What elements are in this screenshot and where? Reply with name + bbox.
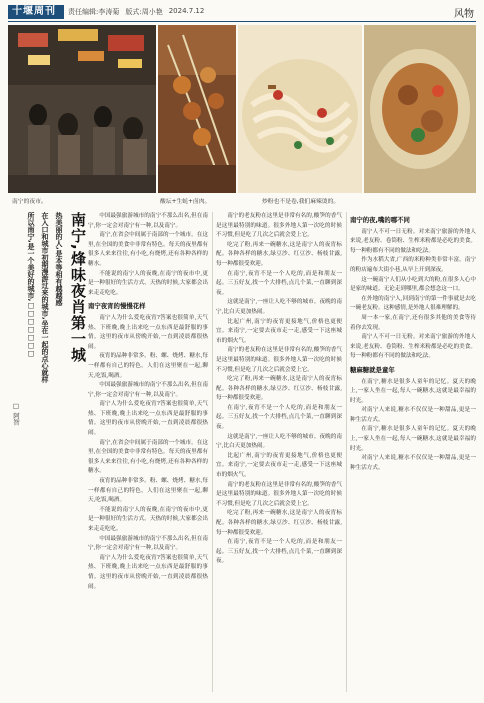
skewer-food-photo — [158, 25, 236, 193]
headline-deck-1: 热美丽的人,是本等相有越越感 — [55, 212, 63, 306]
body-column-1 — [88, 212, 208, 692]
paragraph: 南宁人不可一日无粉。对来南宁旅游的外地人来说,老友粉、卷筒粉、生榨米粉都是必吃的美食。每一种粉都有不同的做法和吃法。 — [350, 228, 476, 254]
paragraph: 夜宵的品种非常多。粉、螺、烧烤、糖水,每一样都有自己的特色。人们在这里聚在一起,聊天,吃饭,喝酒。 — [88, 353, 208, 379]
masthead-title: 十堰周刊 — [12, 6, 56, 17]
paragraph: 吃完了粉,再来一碗糖水,这是南宁人的夜宵标配。各种各样的糖水,绿豆沙、红豆沙、杨枝甘露,每一种都很受欢迎。 — [216, 376, 342, 402]
noodles-photo — [238, 25, 362, 193]
paragraph: 在南宁,夜宵不是一个人吃的,而是和朋友一起。三五好友,找一个大排档,点几个菜,一直聊到深夜。 — [216, 270, 342, 296]
paragraph: 南宁的老友粉在这里是非常有名的,酸笋的香气是这里最特别的味道。很多外地人第一次吃的时候不习惯,但是吃了几次之后就会爱上它。 — [216, 481, 342, 507]
paragraph: 在南宁,夜宵不是一个人吃的,而是和朋友一起。三五好友,找一个大排档,点几个菜,一直聊到深夜。 — [216, 404, 342, 431]
paragraph: 不能说的南宁人的夜晚,在南宁的夜市中,更是一种很好的生活方式。天热的时候,大家都会出来走走吃吃。 — [88, 506, 208, 532]
paragraph: 南宁人为什么爱吃夜宵?答案也很简单,天气热、下班晚,晚上出来吃一点东西是最舒服的事情。这里的夜市从傍晚开始,一直到凌晨都很热闹。 — [88, 554, 208, 590]
paragraph: 南宁的老友粉在这里是非常有名的,酸笋的香气是这里最特别的味道。很多外地人第一次吃的时候不习惯,但是吃了几次之后就会爱上它。 — [216, 347, 342, 373]
paragraph: 作为水稻大省,广西的米粉种类非常丰富。南宁的粉店遍布大街小巷,从早上开到深夜。 — [350, 257, 476, 273]
paragraph: 南宁人为什么爱吃夜宵?答案也很简单,天气热、下班晚,晚上出来吃一点东西是最舒服的事情。这里的夜市从傍晚开始,一直到凌晨都很热闹。 — [88, 314, 208, 350]
caption-skewers: 酸坛+生蚝+卤肉。 — [160, 199, 211, 205]
paragraph: 吃完了粉,再来一碗糖水,这是南宁人的夜宵标配。各种各样的糖水,绿豆沙、红豆沙、杨枝甘露,每一种都很受欢迎。 — [216, 510, 342, 536]
paragraph: 对南宁人来说,糖水不仅仅是一种甜品,更是一种生活方式。 — [350, 455, 476, 471]
section-heading: 南宁的夜,嘴的哪不同 — [350, 216, 410, 224]
paragraph: 南宁,在省会中间属于南部的一个城市。在这里,在全国的美食中非常有特色。每天的夜里都有很多人来来往往,有小吃,有烧烤,还有各种各样的糖水。 — [88, 232, 208, 267]
paragraph: 比起广州,南宁的夜宵更接地气,价格也更便宜。来南宁,一定要去夜市走一走,感受一下这座城市的烟火气。 — [216, 318, 342, 344]
paragraph: 夜宵的品种非常多。粉、螺、烧烤、糖水,每一样都有自己的特色。人们在这里聚在一起,聊天,吃饭,喝酒。 — [88, 478, 208, 504]
headline-deck-2: 在入口和城市初期漫游过来的城市,坐在一起的点心就样 — [41, 212, 49, 383]
designer-credit: 版式:周小艳 — [125, 8, 163, 16]
byline: □ 阿智 — [12, 402, 20, 426]
masthead — [8, 5, 64, 19]
paragraph: 在外地的南宁人,回到南宁的第一件事就是去吃一碗老友粉。这种感情,是外地人很难理解的。 — [350, 295, 476, 312]
section-name: 风物 — [454, 9, 474, 20]
paragraph: 中国最强旅游城市的南宁不那么出名,但在南宁,你一定会对南宁有一种,以及南宁。 — [88, 535, 208, 552]
paragraph: 比起广州,南宁的夜宵更接地气,价格也更便宜。来南宁,一定要去夜市走一走,感受一下这座城市的烟火气。 — [216, 452, 342, 479]
body-column-2 — [216, 212, 342, 692]
paragraph: 这就是南宁,一座让人吃不够的城市。夜晚的南宁,比白天更加热闹。 — [216, 433, 342, 450]
dish-photo — [364, 25, 476, 193]
headline-title: 南宁,烽味夜肖第一城 — [69, 212, 87, 363]
headline-deck-3: 所以南宁,是一个美好的城市,□□□□□□□ — [27, 212, 35, 358]
paragraph: 南宁的老友粉在这里是非常有名的,酸笋的香气是这里最特别的味道。很多外地人第一次吃的时候不习惯,但是吃了几次之后就会爱上它。 — [216, 213, 342, 239]
column-divider — [212, 212, 213, 692]
paragraph: 中国最强旅游城市的南宁不那么出名,但在南宁,你一定会对南宁有一种,以及南宁。 — [88, 213, 208, 229]
paragraph: 在南宁,糖水是很多人童年的记忆。夏天的晚上,一家人坐在一起,每人一碗糖水,这就是最幸福的时光。 — [350, 426, 476, 452]
paragraph: 中国最强旅游城市的南宁不那么出名,但在南宁,你一定会对南宁有一种,以及南宁。 — [88, 382, 208, 398]
issue-date: 2024.7.12 — [168, 7, 205, 15]
paragraph: 不能说的南宁人的夜晚,在南宁的夜市中,更是一种很好的生活方式。天热的时候,大家都会出来走走吃吃。 — [88, 270, 208, 296]
paragraph: 在南宁,糖水是很多人童年的记忆。夏天的晚上,一家人坐在一起,每人一碗糖水,这就是最幸福的时光。 — [350, 378, 476, 404]
night-market-photo — [8, 25, 156, 193]
paragraph: 周一本一家,在南宁,还有很多其他的美食等待着你去发现。 — [350, 314, 476, 331]
section-heading: 南宁夜宵的慢慢花样 — [88, 302, 146, 311]
header-rule — [8, 21, 476, 22]
paragraph: 南宁人不可一日无粉。对来南宁旅游的外地人来说,老友粉、卷筒粉、生榨米粉都是必吃的美食。每一种粉都有不同的做法和吃法。 — [350, 334, 476, 360]
paragraph: 这一碗南宁人们从小吃到大的粉,在很多人心中是家的味道。无论走到哪里,都会想念这一口。 — [350, 276, 476, 293]
paragraph: 对南宁人来说,糖水不仅仅是一种甜品,更是一种生活方式。 — [350, 407, 476, 423]
paragraph: 南宁,在省会中间属于南部的一个城市。在这里,在全国的美食中非常有特色。每天的夜里都有很多人来来往往,有小吃,有烧烤,还有各种各样的糖水。 — [88, 439, 208, 475]
paragraph: 吃完了粉,再来一碗糖水,这是南宁人的夜宵标配。各种各样的糖水,绿豆沙、红豆沙、杨枝甘露,每一种都很受欢迎。 — [216, 241, 342, 267]
caption-night-market: 南宁的夜市。 — [12, 199, 47, 205]
header-meta — [68, 7, 204, 17]
paragraph: 这就是南宁,一座让人吃不够的城市。夜晚的南宁,比白天更加热闹。 — [216, 299, 342, 315]
section-heading: 糖麻糖就是童年 — [350, 365, 395, 374]
paragraph: 在南宁,夜宵不是一个人吃的,而是和朋友一起。三五好友,找一个大排档,点几个菜,一直聊到深夜。 — [216, 539, 342, 565]
caption-noodles: 炒粉也不是卷,我们麻辣烫的。 — [262, 199, 340, 205]
editor-credit: 责任编辑:李涛菊 — [68, 8, 120, 16]
paragraph: 南宁人为什么爱吃夜宵?答案也很简单,天气热、下班晚,晚上出来吃一点东西是最舒服的事情。这里的夜市从傍晚开始,一直到凌晨都很热闹。 — [88, 401, 208, 437]
body-column-3 — [350, 212, 476, 692]
column-divider — [346, 212, 347, 692]
headline-block — [12, 212, 89, 452]
